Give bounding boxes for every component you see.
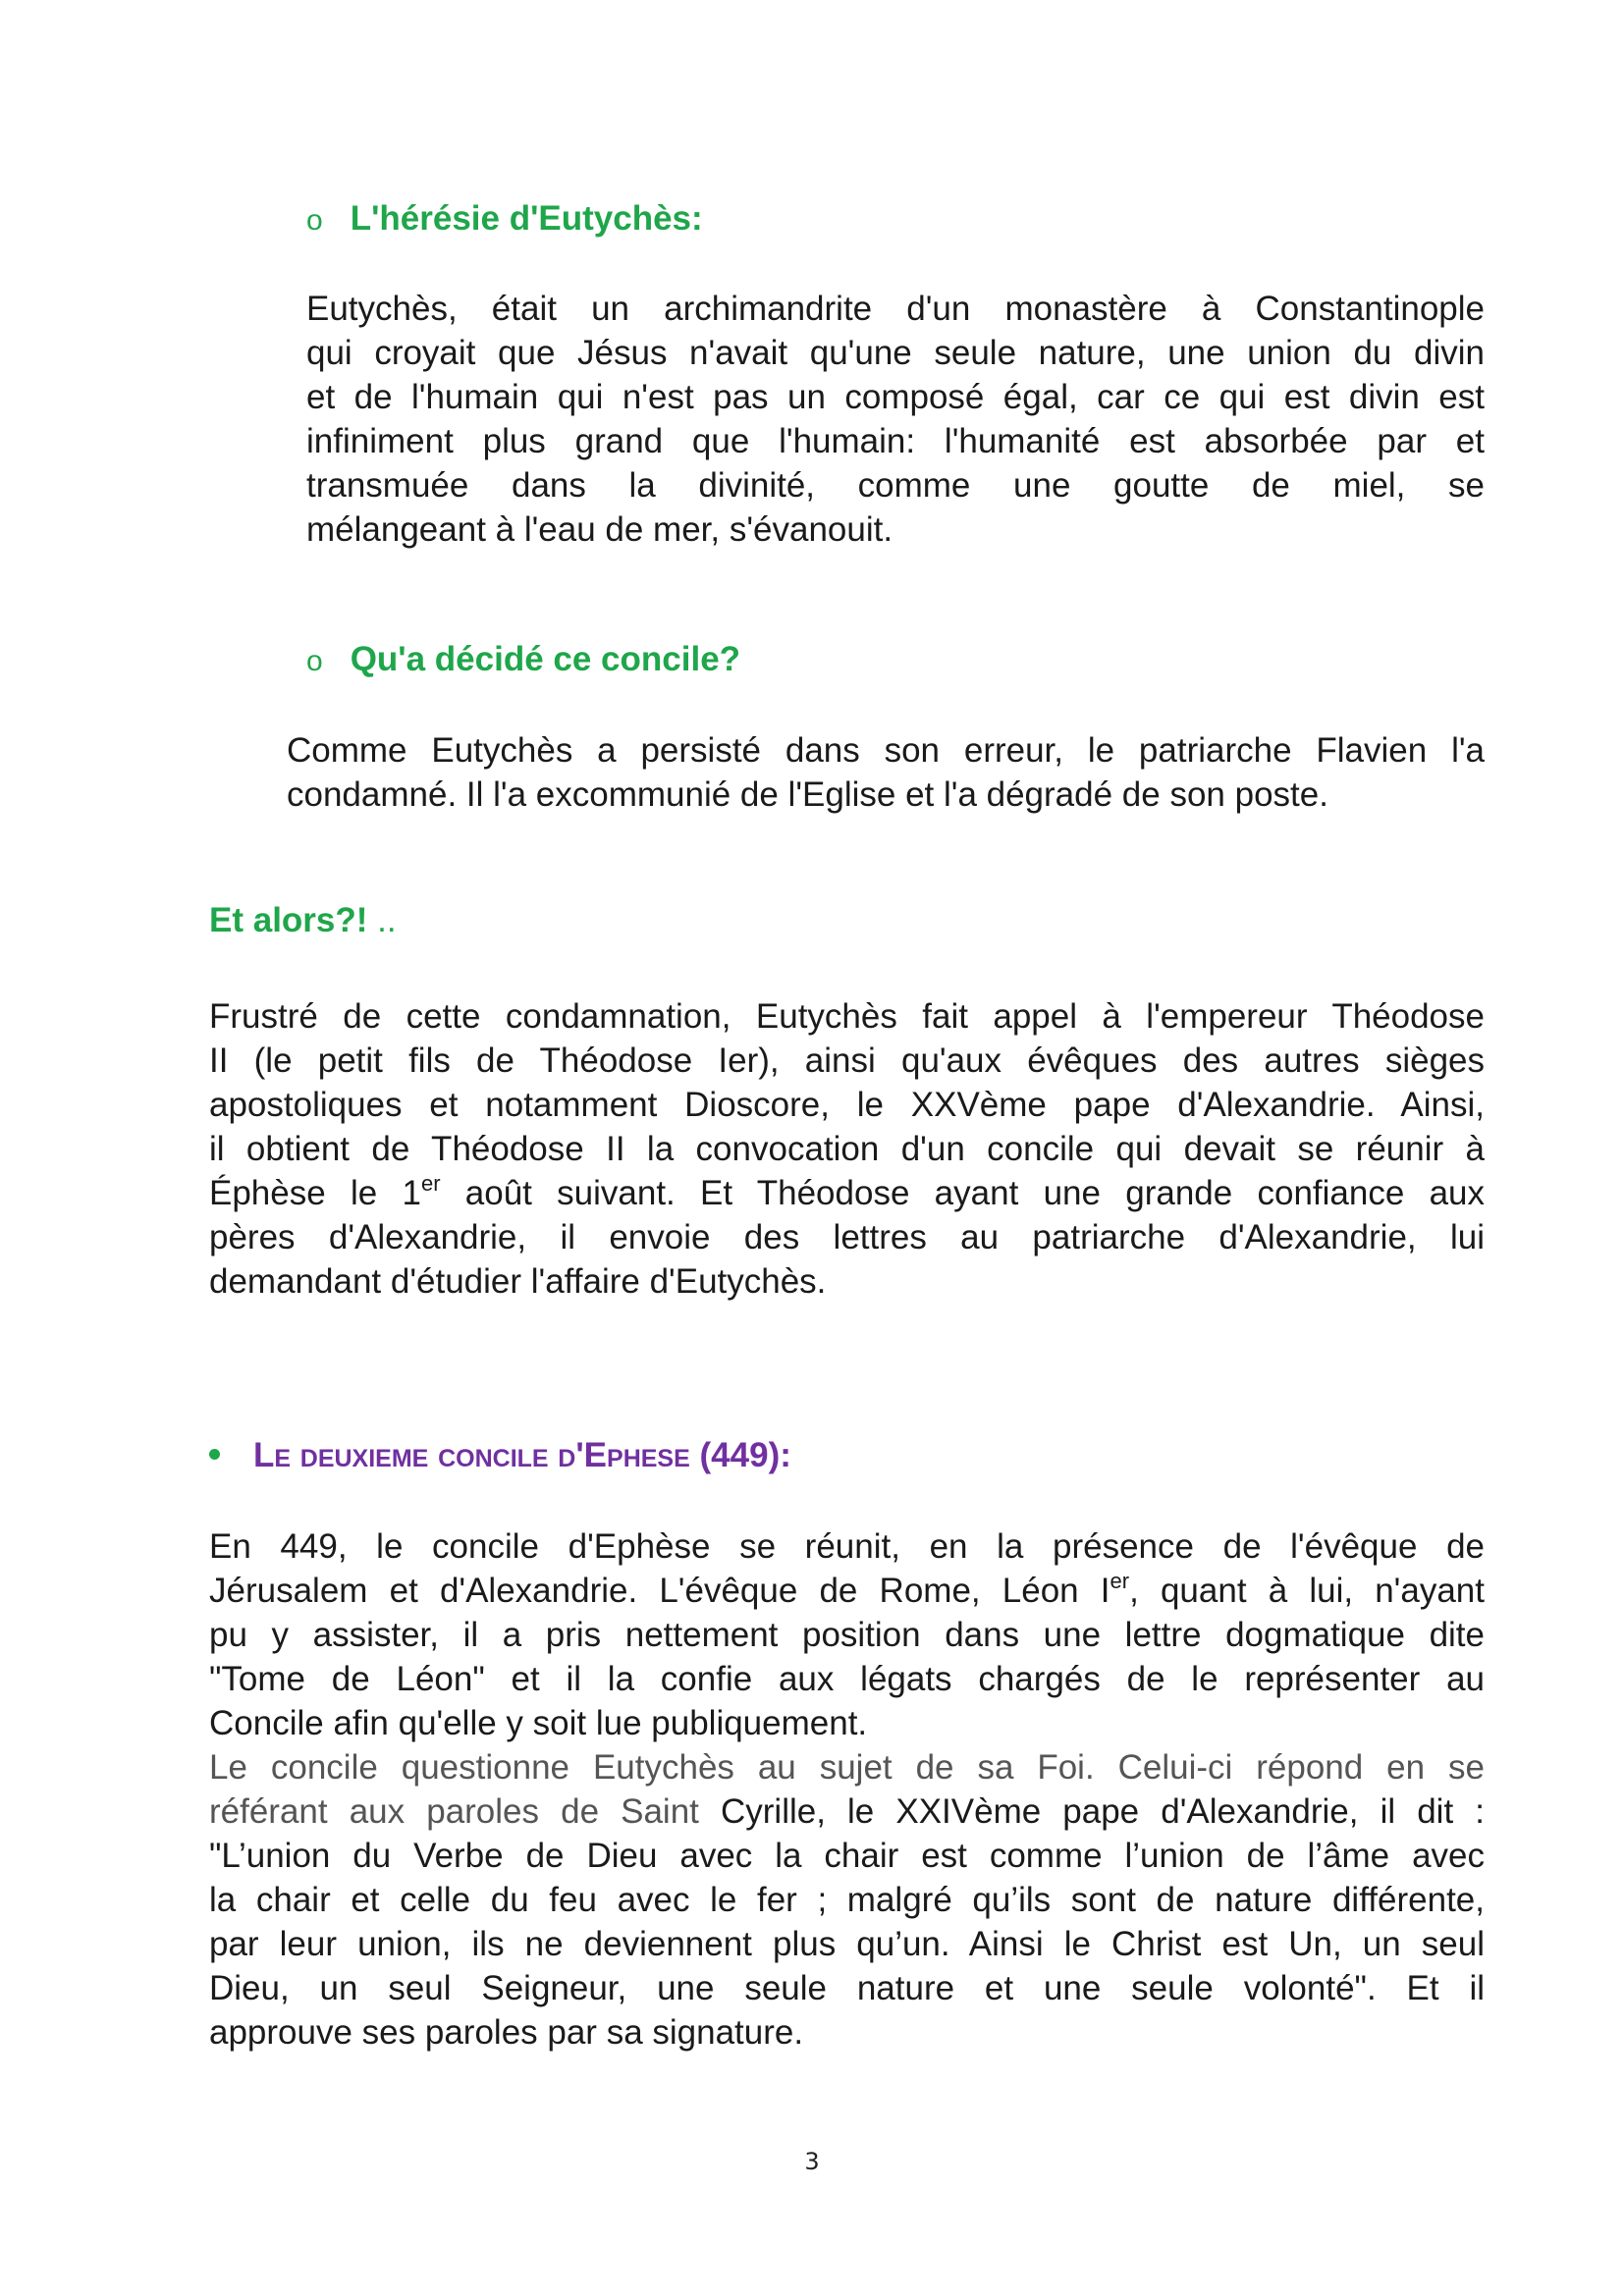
text-segment-grey: référant aux paroles de Saint bbox=[209, 1792, 699, 1831]
text-line: infiniment plus grand que l'humain: l'humanité est absorbée par et bbox=[306, 422, 1485, 460]
text-line: "L’union du Verbe de Dieu avec la chair est comme l’union de l’âme avec bbox=[209, 1837, 1485, 1875]
paragraph-et-alors bbox=[209, 994, 1485, 1304]
section-heading-concile bbox=[209, 1436, 791, 1475]
paragraph-concile bbox=[209, 1524, 1485, 2055]
text-line-mixed bbox=[209, 1789, 1485, 1834]
bullet-dot-icon bbox=[209, 1449, 220, 1460]
heading-text: L'hérésie d'Eutychès: bbox=[350, 199, 703, 238]
text-line: Dieu, un seul Seigneur, une seule nature et une seule volonté". Et il bbox=[209, 1969, 1485, 2007]
text-line: pères d'Alexandrie, il envoie des lettres au patriarche d'Alexandrie, lui bbox=[209, 1218, 1485, 1256]
paragraph-heresie bbox=[306, 287, 1485, 552]
text-line: qui croyait que Jésus n'avait qu'une seule nature, une union du divin bbox=[306, 334, 1485, 372]
text-line: approuve ses paroles par sa signature. bbox=[209, 2013, 804, 2052]
text-segment: août suivant. Et Théodose ayant une grande confiance aux bbox=[440, 1174, 1485, 1212]
heading-text: Le deuxieme concile d'Ephese bbox=[253, 1436, 690, 1474]
superscript: er bbox=[1110, 1569, 1130, 1593]
text-line: Eutychès, était un archimandrite d'un monastère à Constantinople bbox=[306, 290, 1485, 328]
paragraph-decision bbox=[287, 728, 1485, 817]
text-line: apostoliques et notamment Dioscore, le XXVème pape d'Alexandrie. Ainsi, bbox=[209, 1086, 1485, 1124]
heading-dots: .. bbox=[377, 901, 397, 939]
superscript: er bbox=[420, 1171, 441, 1196]
heading-year: (449): bbox=[699, 1436, 791, 1474]
page-number: 3 bbox=[804, 2148, 820, 2175]
text-segment: Éphèse le 1 bbox=[209, 1174, 421, 1212]
et-alors-heading bbox=[209, 901, 397, 940]
circle-bullet-icon: o bbox=[306, 645, 323, 677]
text-line-with-superscript bbox=[209, 1171, 1485, 1215]
text-segment: Cyrille, le XXIVème pape d'Alexandrie, il dit : bbox=[698, 1792, 1485, 1831]
text-line: En 449, le concile d'Ephèse se réunit, en la présence de l'évêque de bbox=[209, 1527, 1485, 1566]
text-line-with-superscript bbox=[209, 1569, 1485, 1613]
text-line: condamné. Il l'a excommunié de l'Eglise et l'a dégradé de son poste. bbox=[287, 775, 1328, 814]
text-line: il obtient de Théodose II la convocation d'un concile qui devait se réunir à bbox=[209, 1130, 1485, 1168]
text-segment: Jérusalem et d'Alexandrie. L'évêque de Rome, Léon I bbox=[209, 1572, 1110, 1610]
text-line: la chair et celle du feu avec le fer ; malgré qu’ils sont de nature différente, bbox=[209, 1881, 1485, 1919]
text-line: et de l'humain qui n'est pas un composé égal, car ce qui est divin est bbox=[306, 378, 1485, 416]
heading-text: Qu'a décidé ce concile? bbox=[350, 640, 741, 678]
text-line: pu y assister, il a pris nettement position dans une lettre dogmatique dite bbox=[209, 1616, 1485, 1654]
section-heading-decision bbox=[306, 640, 740, 679]
text-line: par leur union, ils ne deviennent plus qu’un. Ainsi le Christ est Un, un seul bbox=[209, 1925, 1485, 1963]
text-line-grey: Le concile questionne Eutychès au sujet de sa Foi. Celui-ci répond en se bbox=[209, 1748, 1485, 1787]
text-line: transmuée dans la divinité, comme une goutte de miel, se bbox=[306, 466, 1485, 505]
text-line: Comme Eutychès a persisté dans son erreur, le patriarche Flavien l'a bbox=[287, 731, 1485, 770]
heading-text: Et alors?! bbox=[209, 901, 368, 939]
text-line: "Tome de Léon" et il la confie aux légats chargés de le représenter au bbox=[209, 1660, 1485, 1698]
text-line: Frustré de cette condamnation, Eutychès fait appel à l'empereur Théodose bbox=[209, 997, 1485, 1036]
text-line: mélangeant à l'eau de mer, s'évanouit. bbox=[306, 510, 893, 549]
circle-bullet-icon: o bbox=[306, 204, 323, 237]
section-heading-heresie bbox=[306, 199, 703, 239]
text-line: II (le petit fils de Théodose Ier), ainsi qu'aux évêques des autres sièges bbox=[209, 1041, 1485, 1080]
text-line: Concile afin qu'elle y soit lue publiquement. bbox=[209, 1704, 868, 1742]
text-segment: , quant à lui, n'ayant bbox=[1129, 1572, 1485, 1610]
text-line: demandant d'étudier l'affaire d'Eutychès. bbox=[209, 1262, 827, 1301]
